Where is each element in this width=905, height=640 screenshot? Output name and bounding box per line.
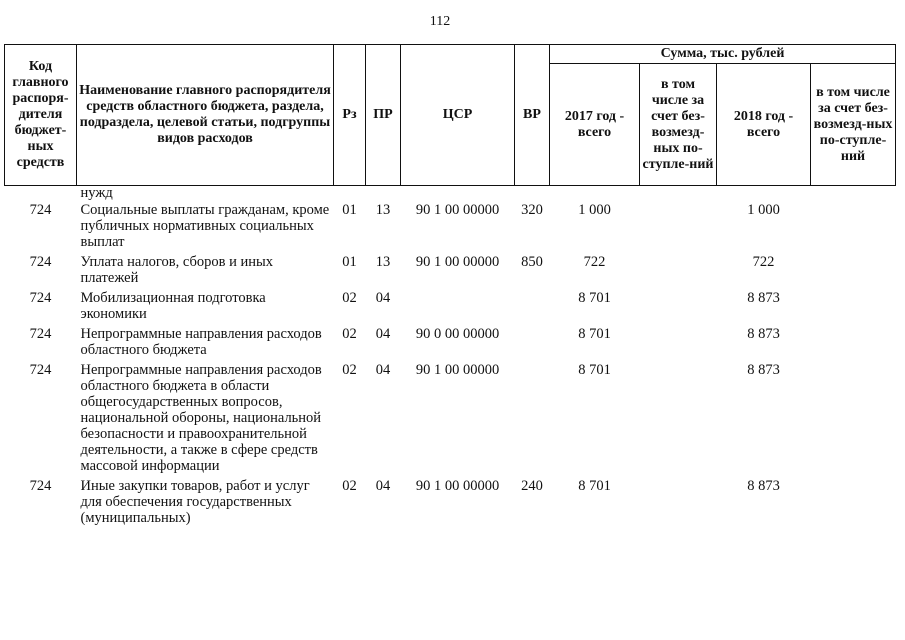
cell-code: 724 — [29, 326, 52, 342]
cell-name: Непрограммные направления расходов областного бюджета в области общегосударственных вопросов, национальной обороны, национальной безопасности и правоохранительной деятельности, а также в сфере средств массовой информации — [80, 362, 322, 474]
cell-csr: 90 0 00 00000 — [415, 326, 500, 342]
header-2018-grants: в том числе за счет без-возмезд-ных по-ступле-ний — [811, 64, 896, 186]
cell-pr: 04 — [375, 478, 391, 494]
cell-2017-total: 8 701 — [578, 326, 611, 342]
page-number: 112 — [429, 14, 451, 29]
cell-2017-grants — [640, 360, 717, 476]
cell-csr: 90 1 00 00000 — [415, 478, 500, 494]
cell-name: Уплата налогов, сборов и иных платежей — [80, 254, 273, 286]
cell-csr: 90 1 00 00000 — [415, 254, 500, 270]
header-sum-group: Сумма, тыс. рублей — [550, 45, 896, 64]
header-rz: Рз — [334, 45, 366, 186]
cell-code: 724 — [29, 478, 52, 494]
cell-rz: 02 — [342, 478, 357, 494]
continuation-row — [5, 186, 896, 201]
header-2018-total: 2018 год - всего — [717, 64, 811, 186]
table-row — [5, 288, 896, 324]
cell-2018-grants — [811, 200, 896, 252]
cell-name: Непрограммные направления расходов областного бюджета — [80, 326, 322, 358]
cell-2018-grants — [811, 476, 896, 528]
cell-csr: 90 1 00 00000 — [415, 202, 500, 218]
cell-csr: 90 1 00 00000 — [415, 362, 500, 378]
cell-name: Иные закупки товаров, работ и услуг для обеспечения государственных (муниципальных) — [80, 478, 310, 526]
table-row — [5, 360, 896, 476]
cell-2018-grants — [811, 252, 896, 288]
cell-vr: 240 — [521, 478, 543, 494]
header-2017-total: 2017 год - всего — [550, 64, 640, 186]
cell-rz: 01 — [342, 202, 357, 218]
table-row — [5, 324, 896, 360]
cell-rz: 02 — [342, 326, 357, 342]
budget-table — [4, 44, 896, 528]
cell-vr: 320 — [521, 202, 543, 218]
header-name: Наименование главного распорядителя средств областного бюджета, раздела, подраздела, целевой статьи, подгруппы видов расходов — [77, 45, 334, 186]
cell-2017-grants — [640, 288, 717, 324]
cell-pr: 13 — [375, 202, 391, 218]
cell-pr: 04 — [375, 290, 391, 306]
cell-2018-grants — [811, 360, 896, 476]
cell-code: 724 — [29, 254, 52, 270]
cell-2018-grants — [811, 324, 896, 360]
table-row — [5, 252, 896, 288]
cell-2018-total: 8 873 — [747, 362, 780, 378]
header-csr: ЦСР — [401, 45, 515, 186]
cell-2017-grants — [640, 200, 717, 252]
cell-rz: 02 — [342, 362, 357, 378]
cell-2017-grants — [640, 324, 717, 360]
header-pr: ПР — [366, 45, 401, 186]
cell-2017-total: 722 — [583, 254, 606, 270]
cell-2017-total: 8 701 — [578, 478, 611, 494]
cell-vr — [515, 360, 550, 476]
cell-name: Социальные выплаты гражданам, кроме публичных нормативных социальных выплат — [80, 202, 330, 250]
cell-2018-total: 1 000 — [747, 202, 780, 218]
cell-2017-total: 8 701 — [578, 290, 611, 306]
cell-2017-total: 8 701 — [578, 362, 611, 378]
cell-rz: 01 — [342, 254, 357, 270]
cell-vr: 850 — [521, 254, 543, 270]
cell-vr — [515, 288, 550, 324]
cell-2017-total: 1 000 — [578, 202, 611, 218]
cell-2018-total: 8 873 — [747, 290, 780, 306]
cell-name: Мобилизационная подготовка экономики — [80, 290, 266, 322]
cell-csr — [401, 288, 515, 324]
cell-vr — [515, 324, 550, 360]
header-code: Код главного распоря-дителя бюджет-ных средств — [5, 45, 77, 186]
table-row — [5, 476, 896, 528]
cell-pr: 04 — [375, 362, 391, 378]
header-vr: ВР — [515, 45, 550, 186]
cell-2018-total: 8 873 — [747, 326, 780, 342]
header-2017-grants: в том числе за счет без-возмезд-ных по-ступле-ний — [640, 64, 717, 186]
continuation-text: нужд — [80, 185, 113, 201]
cell-code: 724 — [29, 290, 52, 306]
cell-2017-grants — [640, 252, 717, 288]
cell-2017-grants — [640, 476, 717, 528]
cell-2018-total: 722 — [752, 254, 775, 270]
cell-2018-grants — [811, 288, 896, 324]
cell-pr: 04 — [375, 326, 391, 342]
cell-code: 724 — [29, 202, 52, 218]
cell-code: 724 — [29, 362, 52, 378]
cell-pr: 13 — [375, 254, 391, 270]
table-row — [5, 200, 896, 252]
cell-rz: 02 — [342, 290, 357, 306]
cell-2018-total: 8 873 — [747, 478, 780, 494]
